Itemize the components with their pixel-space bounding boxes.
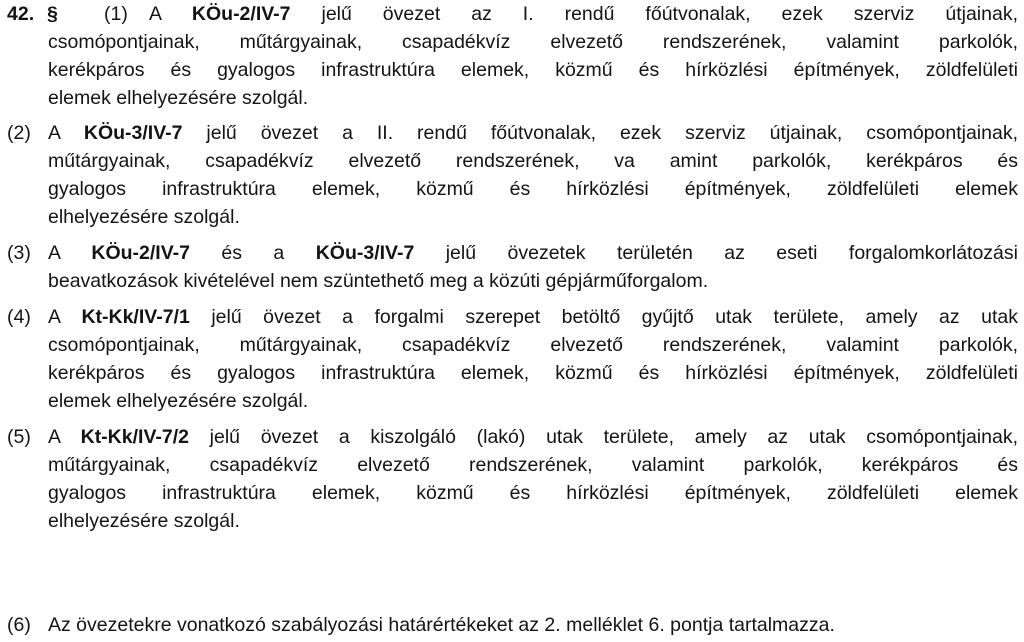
paragraph-line — [48, 240, 1018, 266]
text-run: jelű övezet a II. rendű főútvonalak, ezek szerviz útjainak, csomópontjainak, — [182, 122, 1018, 144]
text-run: gyalogos infrastruktúra elemek, közmű és hírközlési építmények, zöldfelületi elemek — [48, 482, 1018, 504]
article-number: 42. — [7, 3, 35, 25]
paragraph-line — [48, 480, 1018, 506]
paragraph-line — [48, 176, 1018, 202]
paragraph-line — [48, 304, 1018, 330]
text-run: A — [48, 306, 82, 328]
paragraph-line — [48, 85, 1018, 111]
paragraph-line — [48, 452, 1018, 478]
text-run: elhelyezésére szolgál. — [48, 206, 240, 228]
text-run: elemek elhelyezésére szolgál. — [48, 87, 309, 109]
zone-code: Kt-Kk/IV-7/1 — [81, 306, 190, 328]
paragraph-line — [48, 57, 1018, 83]
text-run: elemek elhelyezésére szolgál. — [48, 390, 309, 412]
text-run: jelű övezet az I. rendű főútvonalak, ezek szerviz útjainak, — [290, 3, 1018, 25]
text-run: A — [48, 122, 84, 144]
paragraph-line — [48, 332, 1018, 358]
text-run: jelű övezet a forgalmi szerepet betöltő gyűjtő utak területe, amely az utak — [189, 306, 1018, 328]
text-run: A — [48, 242, 92, 264]
section-sign: § — [47, 3, 58, 25]
text-run: műtárgyainak, csapadékvíz elvezető rendszerének, va amint parkolók, kerékpáros és — [48, 150, 1018, 172]
text-run: A — [48, 426, 81, 448]
paragraph-line — [48, 29, 1018, 55]
text-run: csomópontjainak, műtárgyainak, csapadékvíz elvezető rendszerének, valamint parkolók, — [48, 334, 1018, 356]
paragraph-line — [48, 360, 1018, 386]
paragraph-number: (6) — [7, 614, 31, 636]
paragraph-number: (4) — [7, 306, 31, 328]
text-run: jelű övezetek területén az eseti forgalomkorlátozási — [414, 242, 1018, 264]
paragraph-number: (5) — [7, 426, 31, 448]
text-run: gyalogos infrastruktúra elemek, közmű és hírközlési építmények, zöldfelületi elemek — [48, 178, 1018, 200]
text-run: beavatkozások kivételével nem szüntethető meg a közúti gépjárműforgalom. — [48, 270, 709, 292]
text-run: kerékpáros és gyalogos infrastruktúra elemek, közmű és hírközlési építmények, zöldfelületi — [48, 362, 1018, 384]
text-run: elhelyezésére szolgál. — [48, 510, 240, 532]
text-run: A — [149, 3, 192, 25]
paragraph-line — [48, 148, 1018, 174]
paragraph-line — [48, 424, 1018, 450]
paragraph-line — [48, 388, 1018, 414]
paragraph-number: (3) — [7, 242, 31, 264]
zone-code: Kt-Kk/IV-7/2 — [80, 426, 189, 448]
text-run: kerékpáros és gyalogos infrastruktúra elemek, közmű és hírközlési építmények, zöldfelületi — [48, 59, 1018, 81]
paragraph-number: (1) — [104, 3, 128, 25]
text-run: és a — [189, 242, 316, 264]
paragraph-line — [48, 508, 1018, 534]
text-run: jelű övezet a kiszolgáló (lakó) utak területe, amely az utak csomópontjainak, — [188, 426, 1018, 448]
paragraph-line — [48, 204, 1018, 230]
text-run: Az övezetekre vonatkozó szabályozási határértékeket az 2. melléklet 6. pontja tartalmazza. — [48, 614, 835, 636]
zone-code: KÖu-3/IV-7 — [83, 122, 183, 144]
paragraph-number: (2) — [7, 122, 31, 144]
zone-code: KÖu-2/IV-7 — [91, 242, 190, 264]
text-run: csomópontjainak, műtárgyainak, csapadékvíz elvezető rendszerének, valamint parkolók, — [48, 31, 1018, 53]
paragraph-line — [149, 1, 1018, 27]
paragraph-line — [48, 268, 1018, 294]
paragraph-line — [48, 612, 1018, 638]
zone-code: KÖu-3/IV-7 — [315, 242, 415, 264]
zone-code: KÖu-2/IV-7 — [191, 3, 291, 25]
paragraph-line — [48, 120, 1018, 146]
text-run: műtárgyainak, csapadékvíz elvezető rendszerének, valamint parkolók, kerékpáros és — [48, 454, 1018, 476]
